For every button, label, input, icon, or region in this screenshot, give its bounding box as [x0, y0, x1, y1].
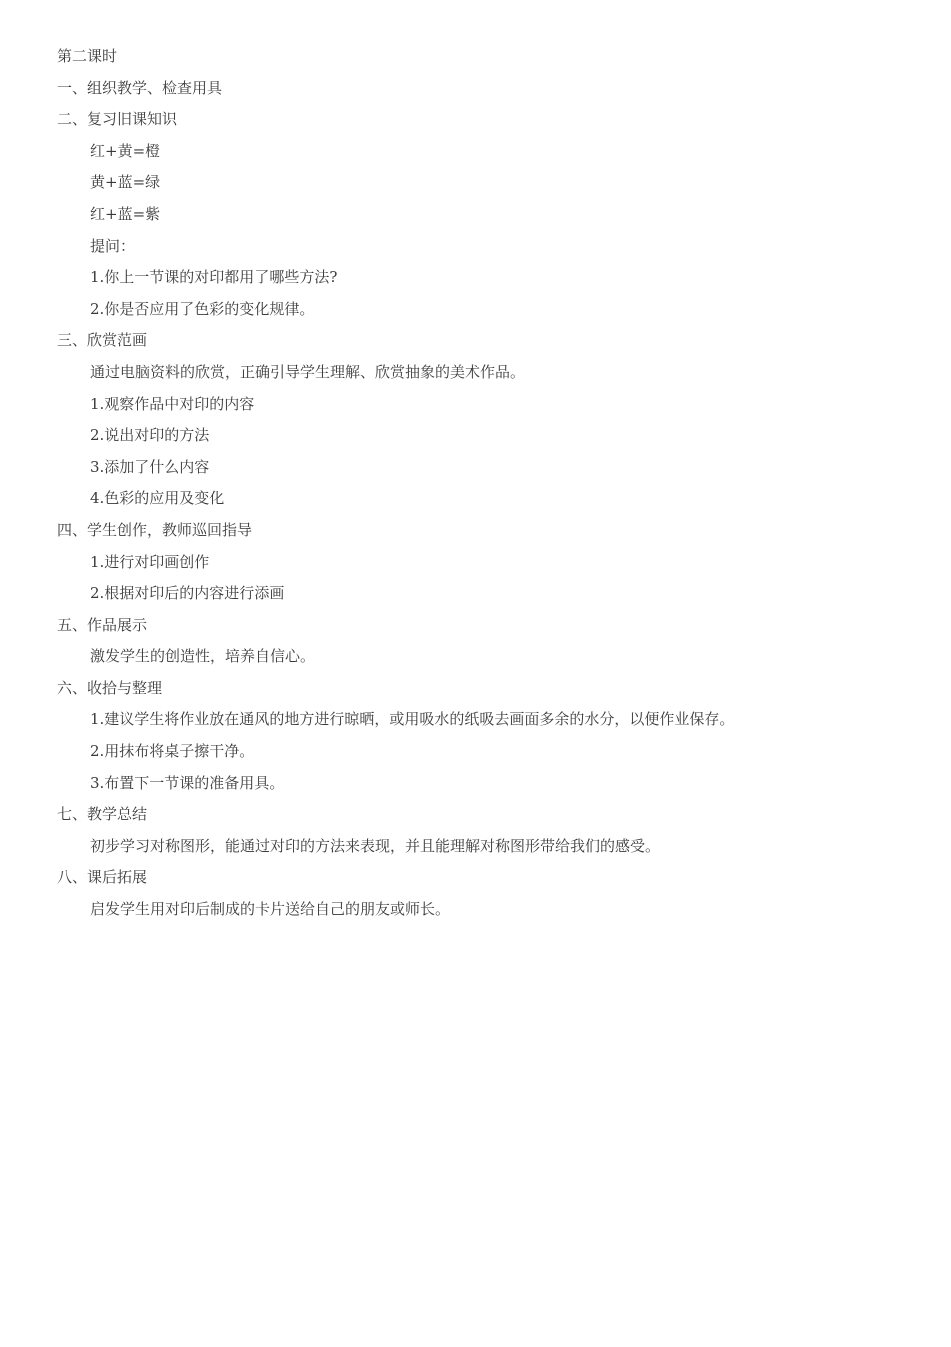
section-heading: 四、学生创作，教师巡回指导 [57, 520, 253, 539]
body-line: 通过电脑资料的欣赏，正确引导学生理解、欣赏抽象的美术作品。 [90, 362, 526, 381]
body-line: 激发学生的创造性，培养自信心。 [90, 647, 316, 666]
section-heading: 六、收拾与整理 [57, 678, 163, 697]
body-line: 2.用抹布将桌子擦干净。 [90, 742, 255, 761]
lesson-plan-text [57, 41, 917, 926]
body-line: 红+黄=橙 [90, 141, 161, 160]
body-line: 2.你是否应用了色彩的变化规律。 [90, 299, 315, 318]
section-heading: 八、课后拓展 [57, 868, 148, 887]
body-line: 1.建议学生将作业放在通风的地方进行晾晒，或用吸水的纸吸去画面多余的水分，以便作业保存。 [90, 710, 735, 729]
section-heading: 七、教学总结 [57, 805, 148, 824]
body-line: 3.添加了什么内容 [90, 457, 210, 476]
section-heading: 三、欣赏范画 [57, 331, 148, 350]
body-line: 1.你上一节课的对印都用了哪些方法? [90, 268, 338, 287]
section-heading: 第二课时 [57, 47, 118, 65]
body-line: 初步学习对称图形，能通过对印的方法来表现，并且能理解对称图形带给我们的感受。 [90, 836, 661, 855]
body-line: 1.观察作品中对印的内容 [90, 394, 255, 413]
body-line: 1.进行对印画创作 [90, 552, 210, 571]
body-line: 启发学生用对印后制成的卡片送给自己的朋友或师长。 [90, 900, 451, 919]
section-heading: 一、组织教学、检查用具 [57, 78, 223, 97]
body-line: 2.说出对印的方法 [90, 426, 210, 445]
section-heading: 五、作品展示 [57, 615, 148, 634]
body-line: 黄+蓝=绿 [90, 173, 161, 192]
body-line: 提问： [90, 236, 136, 255]
section-heading: 二、复习旧课知识 [57, 110, 178, 129]
body-line: 2.根据对印后的内容进行添画 [90, 584, 285, 603]
body-line: 红+蓝=紫 [90, 204, 161, 223]
body-line: 4.色彩的应用及变化 [90, 489, 225, 508]
body-line: 3.布置下一节课的准备用具。 [90, 773, 285, 792]
